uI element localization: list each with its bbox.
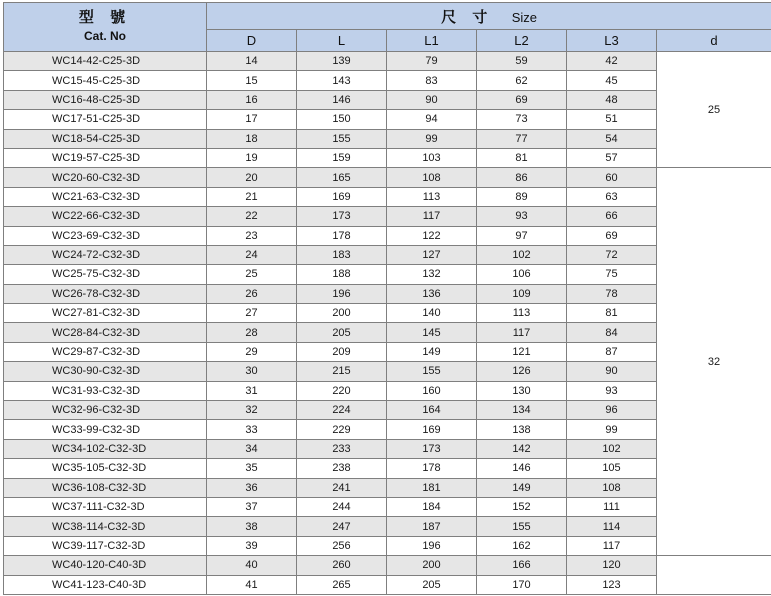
- cell-l1: 117: [387, 207, 477, 226]
- cell-l1: 127: [387, 245, 477, 264]
- cat-no-cell: WC28-84-C32-3D: [4, 323, 207, 342]
- cat-no-cell: WC23-69-C32-3D: [4, 226, 207, 245]
- table-row: [4, 187, 771, 206]
- cell-l: 229: [297, 420, 387, 439]
- table-row: [4, 245, 771, 264]
- cat-no-cell: WC18-54-C25-3D: [4, 129, 207, 148]
- cell-l1: 184: [387, 497, 477, 516]
- cell-d: 24: [207, 245, 297, 264]
- cell-l3: 102: [567, 439, 657, 458]
- column-header-d-lower: d: [657, 30, 771, 52]
- table-row: [4, 381, 771, 400]
- cell-l3: 78: [567, 284, 657, 303]
- cell-d: 26: [207, 284, 297, 303]
- cell-d: 29: [207, 342, 297, 361]
- cell-l2: 162: [477, 536, 567, 555]
- cell-l: 215: [297, 362, 387, 381]
- cat-no-cell: WC15-45-C25-3D: [4, 71, 207, 90]
- cell-l3: 48: [567, 90, 657, 109]
- cell-l: 265: [297, 575, 387, 594]
- cell-l1: 196: [387, 536, 477, 555]
- cell-l2: 77: [477, 129, 567, 148]
- size-header-zh: 尺 寸: [441, 8, 494, 26]
- cell-l: 159: [297, 148, 387, 167]
- cat-no-cell: WC40-120-C40-3D: [4, 556, 207, 575]
- table-row: [4, 284, 771, 303]
- table-row: [4, 478, 771, 497]
- cell-l2: 86: [477, 168, 567, 187]
- cat-no-cell: WC33-99-C32-3D: [4, 420, 207, 439]
- cell-l: 205: [297, 323, 387, 342]
- column-header-l1: L1: [387, 30, 477, 52]
- cat-no-header-en: Cat. No: [84, 29, 126, 43]
- cell-l2: 134: [477, 401, 567, 420]
- cell-l3: 81: [567, 304, 657, 323]
- cell-l2: 170: [477, 575, 567, 594]
- cell-l2: 113: [477, 304, 567, 323]
- cell-l1: 200: [387, 556, 477, 575]
- cell-l: 220: [297, 381, 387, 400]
- column-header-l2: L2: [477, 30, 567, 52]
- cell-l1: 90: [387, 90, 477, 109]
- cat-no-cell: WC19-57-C25-3D: [4, 148, 207, 167]
- cell-l3: 114: [567, 517, 657, 536]
- cell-d: 19: [207, 148, 297, 167]
- cat-no-cell: WC41-123-C40-3D: [4, 575, 207, 594]
- cell-l3: 45: [567, 71, 657, 90]
- cell-l: 146: [297, 90, 387, 109]
- cat-no-cell: WC25-75-C32-3D: [4, 265, 207, 284]
- cell-l2: 81: [477, 148, 567, 167]
- cell-d: 28: [207, 323, 297, 342]
- cell-d: 23: [207, 226, 297, 245]
- cell-l: 150: [297, 110, 387, 129]
- cell-l1: 122: [387, 226, 477, 245]
- cell-l3: 75: [567, 265, 657, 284]
- cell-l2: 155: [477, 517, 567, 536]
- cell-l: 169: [297, 187, 387, 206]
- cell-d: 34: [207, 439, 297, 458]
- cell-l3: 90: [567, 362, 657, 381]
- table-row: [4, 148, 771, 167]
- cell-d: 21: [207, 187, 297, 206]
- cat-no-cell: WC17-51-C25-3D: [4, 110, 207, 129]
- table-row: [4, 401, 771, 420]
- cell-l2: 69: [477, 90, 567, 109]
- table-row: [4, 226, 771, 245]
- cat-no-cell: WC27-81-C32-3D: [4, 304, 207, 323]
- cell-l: 139: [297, 52, 387, 71]
- cat-no-header-zh: 型 號: [78, 9, 132, 26]
- cell-d: 40: [207, 556, 297, 575]
- cell-l1: 103: [387, 148, 477, 167]
- table-row: [4, 129, 771, 148]
- cell-l3: 66: [567, 207, 657, 226]
- table-row: [4, 439, 771, 458]
- cell-l: 260: [297, 556, 387, 575]
- cell-l3: 60: [567, 168, 657, 187]
- table-row: [4, 71, 771, 90]
- cell-l3: 54: [567, 129, 657, 148]
- cell-l1: 164: [387, 401, 477, 420]
- cell-l3: 108: [567, 478, 657, 497]
- cell-d: 20: [207, 168, 297, 187]
- cell-l2: 97: [477, 226, 567, 245]
- cell-d: 36: [207, 478, 297, 497]
- size-header: [207, 3, 771, 30]
- cell-l1: 94: [387, 110, 477, 129]
- cell-l3: 51: [567, 110, 657, 129]
- cell-l1: 169: [387, 420, 477, 439]
- cell-l2: 138: [477, 420, 567, 439]
- cat-no-cell: WC36-108-C32-3D: [4, 478, 207, 497]
- cat-no-header: [4, 3, 207, 52]
- cell-l: 209: [297, 342, 387, 361]
- cell-l1: 149: [387, 342, 477, 361]
- cell-l: 165: [297, 168, 387, 187]
- cell-l2: 146: [477, 459, 567, 478]
- cell-l: 224: [297, 401, 387, 420]
- cat-no-cell: WC26-78-C32-3D: [4, 284, 207, 303]
- cat-no-cell: WC38-114-C32-3D: [4, 517, 207, 536]
- cell-d: 31: [207, 381, 297, 400]
- cat-no-cell: WC30-90-C32-3D: [4, 362, 207, 381]
- table-row: [4, 110, 771, 129]
- cell-l3: 84: [567, 323, 657, 342]
- cell-l1: 155: [387, 362, 477, 381]
- table-row: [4, 342, 771, 361]
- cell-l: 173: [297, 207, 387, 226]
- cell-l: 256: [297, 536, 387, 555]
- cell-l2: 126: [477, 362, 567, 381]
- cat-no-cell: WC20-60-C32-3D: [4, 168, 207, 187]
- cell-l1: 145: [387, 323, 477, 342]
- cat-no-cell: WC14-42-C25-3D: [4, 52, 207, 71]
- cell-l: 241: [297, 478, 387, 497]
- cell-d: 35: [207, 459, 297, 478]
- cell-l2: 109: [477, 284, 567, 303]
- cell-d-shank: 25: [657, 52, 771, 168]
- cell-d: 18: [207, 129, 297, 148]
- cell-l1: 187: [387, 517, 477, 536]
- cell-l: 238: [297, 459, 387, 478]
- table-row: [4, 536, 771, 555]
- table-row: [4, 420, 771, 439]
- cell-l2: 152: [477, 497, 567, 516]
- cell-l2: 121: [477, 342, 567, 361]
- table-row: [4, 517, 771, 536]
- column-header-d-upper: D: [207, 30, 297, 52]
- table-row: [4, 323, 771, 342]
- size-header-en: Size: [511, 9, 537, 25]
- cell-l: 200: [297, 304, 387, 323]
- cell-l2: 59: [477, 52, 567, 71]
- cell-l2: 106: [477, 265, 567, 284]
- cell-d: 27: [207, 304, 297, 323]
- cell-l1: 136: [387, 284, 477, 303]
- cell-d-shank: [657, 556, 771, 595]
- cell-l3: 96: [567, 401, 657, 420]
- cell-l: 244: [297, 497, 387, 516]
- cell-d: 32: [207, 401, 297, 420]
- cell-l3: 87: [567, 342, 657, 361]
- cell-l: 233: [297, 439, 387, 458]
- cell-l2: 149: [477, 478, 567, 497]
- cell-d: 39: [207, 536, 297, 555]
- cat-no-cell: WC32-96-C32-3D: [4, 401, 207, 420]
- cell-d: 41: [207, 575, 297, 594]
- cell-l2: 142: [477, 439, 567, 458]
- cell-l: 143: [297, 71, 387, 90]
- cell-l1: 205: [387, 575, 477, 594]
- cell-l: 247: [297, 517, 387, 536]
- cell-l2: 89: [477, 187, 567, 206]
- cell-l3: 117: [567, 536, 657, 555]
- cell-l3: 42: [567, 52, 657, 71]
- cat-no-cell: WC37-111-C32-3D: [4, 497, 207, 516]
- cat-no-cell: WC34-102-C32-3D: [4, 439, 207, 458]
- cell-l1: 108: [387, 168, 477, 187]
- cell-l3: 120: [567, 556, 657, 575]
- column-header-l: L: [297, 30, 387, 52]
- cat-no-cell: WC29-87-C32-3D: [4, 342, 207, 361]
- cell-l: 196: [297, 284, 387, 303]
- cell-l3: 99: [567, 420, 657, 439]
- cell-l2: 102: [477, 245, 567, 264]
- cat-no-cell: WC21-63-C32-3D: [4, 187, 207, 206]
- cell-l1: 79: [387, 52, 477, 71]
- cell-d: 17: [207, 110, 297, 129]
- table-row: [4, 362, 771, 381]
- cell-l3: 69: [567, 226, 657, 245]
- cell-l3: 57: [567, 148, 657, 167]
- cell-l1: 113: [387, 187, 477, 206]
- cat-no-cell: WC35-105-C32-3D: [4, 459, 207, 478]
- cell-l3: 72: [567, 245, 657, 264]
- cell-l1: 132: [387, 265, 477, 284]
- table-body: [4, 52, 771, 595]
- column-header-l3: L3: [567, 30, 657, 52]
- cell-d: 14: [207, 52, 297, 71]
- cat-no-cell: WC22-66-C32-3D: [4, 207, 207, 226]
- cell-l1: 99: [387, 129, 477, 148]
- table-row: [4, 207, 771, 226]
- cell-l1: 181: [387, 478, 477, 497]
- cell-l: 155: [297, 129, 387, 148]
- cell-d: 15: [207, 71, 297, 90]
- size-table: [3, 2, 771, 595]
- table-row: [4, 52, 771, 71]
- table-row: [4, 497, 771, 516]
- table-row: [4, 556, 771, 575]
- cell-d: 37: [207, 497, 297, 516]
- cell-d: 22: [207, 207, 297, 226]
- cell-d: 38: [207, 517, 297, 536]
- cell-d: 33: [207, 420, 297, 439]
- cell-d-shank: 32: [657, 168, 771, 556]
- cell-l2: 93: [477, 207, 567, 226]
- cell-l1: 173: [387, 439, 477, 458]
- table-row: [4, 90, 771, 109]
- cell-l3: 93: [567, 381, 657, 400]
- cell-l: 178: [297, 226, 387, 245]
- cell-d: 30: [207, 362, 297, 381]
- cell-d: 16: [207, 90, 297, 109]
- cell-d: 25: [207, 265, 297, 284]
- table-row: [4, 304, 771, 323]
- table-row: [4, 575, 771, 594]
- header-row-top: [4, 3, 771, 30]
- cell-l3: 123: [567, 575, 657, 594]
- table-row: [4, 168, 771, 187]
- cat-no-cell: WC16-48-C25-3D: [4, 90, 207, 109]
- cell-l: 183: [297, 245, 387, 264]
- cell-l2: 166: [477, 556, 567, 575]
- cell-l1: 83: [387, 71, 477, 90]
- cell-l1: 140: [387, 304, 477, 323]
- cat-no-cell: WC31-93-C32-3D: [4, 381, 207, 400]
- cell-l1: 178: [387, 459, 477, 478]
- cat-no-cell: WC39-117-C32-3D: [4, 536, 207, 555]
- cell-l2: 130: [477, 381, 567, 400]
- cell-l2: 117: [477, 323, 567, 342]
- cell-l3: 111: [567, 497, 657, 516]
- cell-l3: 63: [567, 187, 657, 206]
- cat-no-cell: WC24-72-C32-3D: [4, 245, 207, 264]
- cell-l2: 73: [477, 110, 567, 129]
- cell-l3: 105: [567, 459, 657, 478]
- table-row: [4, 459, 771, 478]
- cell-l: 188: [297, 265, 387, 284]
- table-row: [4, 265, 771, 284]
- cell-l2: 62: [477, 71, 567, 90]
- cell-l1: 160: [387, 381, 477, 400]
